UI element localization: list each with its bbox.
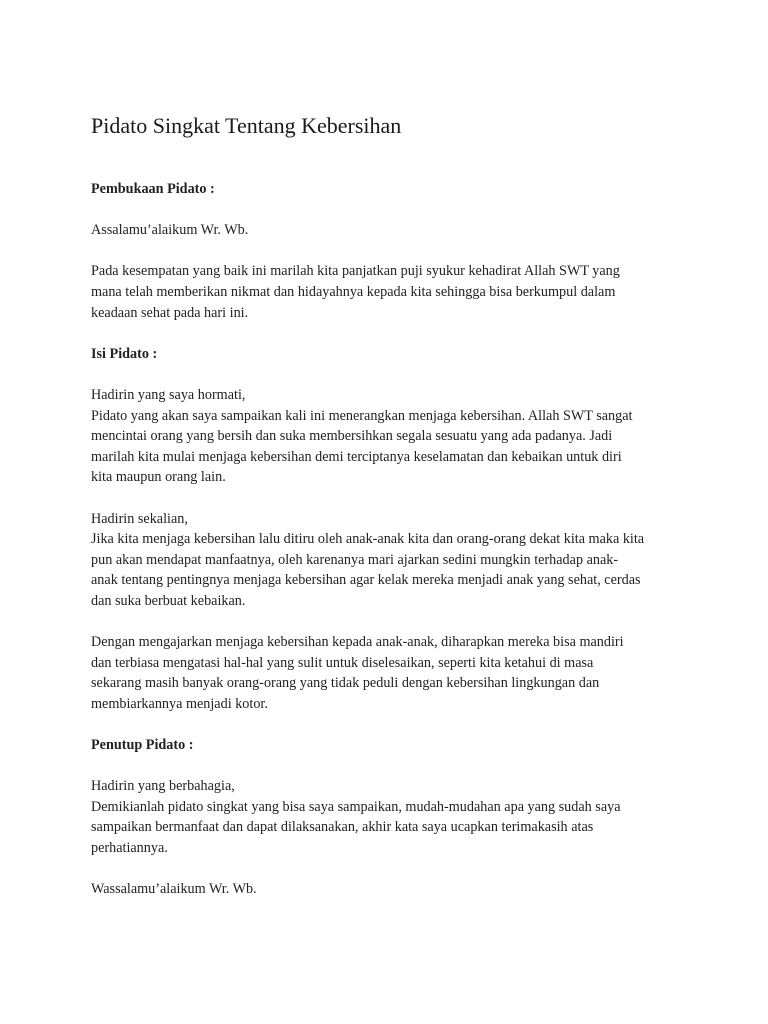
paragraph-line: marilah kita mulai menjaga kebersihan demi terciptanya keselamatan dan kebaikan untuk diri: [91, 448, 622, 465]
paragraph-line: sekarang masih banyak orang-orang yang tidak peduli dengan kebersihan lingkungan dan: [91, 675, 600, 692]
paragraph-line: membiarkannya menjadi kotor.: [91, 695, 268, 712]
paragraph-line: kita maupun orang lain.: [91, 469, 226, 486]
paragraph-line: mencintai orang yang bersih dan suka membersihkan segala sesuatu yang ada padanya. Jadi: [91, 428, 613, 445]
paragraph-line: anak tentang pentingnya menjaga kebersihan agar kelak mereka menjadi anak yang sehat, cerdas: [91, 572, 641, 589]
content-paragraph-2: [91, 509, 708, 612]
opening-paragraph: [91, 261, 708, 323]
page-title: Pidato Singkat Tentang Kebersihan: [91, 113, 402, 138]
paragraph-line: Hadirin yang berbahagia,: [91, 778, 235, 795]
paragraph-line: dan terbiasa mengatasi hal-hal yang sulit untuk diselesaikan, seperti kita ketahui di masa: [91, 654, 594, 671]
paragraph-line: Dengan mengajarkan menjaga kebersihan kepada anak-anak, diharapkan mereka bisa mandiri: [91, 634, 624, 651]
greeting-line: Assalamu’alaikum Wr. Wb.: [91, 222, 249, 239]
paragraph-line: Hadirin sekalian,: [91, 510, 188, 527]
opening-heading: Pembukaan Pidato :: [91, 181, 215, 197]
greeting: [91, 220, 708, 241]
paragraph-line: perhatiannya.: [91, 840, 168, 856]
farewell: [91, 879, 708, 900]
paragraph-line: Pada kesempatan yang baik ini marilah kita panjatkan puji syukur kehadirat Allah SWT yang: [91, 263, 620, 280]
paragraph-line: pun akan mendapat manfaatnya, oleh karenanya mari ajarkan sedini mungkin terhadap anak-: [91, 551, 619, 568]
paragraph-line: Jika kita menjaga kebersihan lalu ditiru oleh anak-anak kita dan orang-orang dekat kita maka kita: [91, 531, 645, 548]
paragraph-line: Hadirin yang saya hormati,: [91, 386, 246, 403]
content-paragraph-1: [91, 385, 708, 488]
farewell-line: Wassalamu’alaikum Wr. Wb.: [91, 881, 257, 898]
paragraph-line: mana telah memberikan nikmat dan hidayahnya kepada kita sehingga bisa berkumpul dalam: [91, 283, 616, 300]
closing-heading: Penutup Pidato :: [91, 737, 194, 754]
closing-paragraph: [91, 776, 708, 858]
paragraph-line: Demikianlah pidato singkat yang bisa saya sampaikan, mudah-mudahan apa yang sudah saya: [91, 798, 621, 815]
content-heading: Isi Pidato :: [91, 345, 158, 362]
paragraph-line: Pidato yang akan saya sampaikan kali ini menerangkan menjaga kebersihan. Allah SWT sangat: [91, 407, 633, 424]
content-paragraph-3: [91, 632, 708, 714]
paragraph-line: dan suka berbuat kebaikan.: [91, 592, 246, 609]
paragraph-line: keadaan sehat pada hari ini.: [91, 304, 249, 321]
paragraph-line: sampaikan bermanfaat dan dapat dilaksanakan, akhir kata saya ucapkan terimakasih atas: [91, 819, 594, 836]
